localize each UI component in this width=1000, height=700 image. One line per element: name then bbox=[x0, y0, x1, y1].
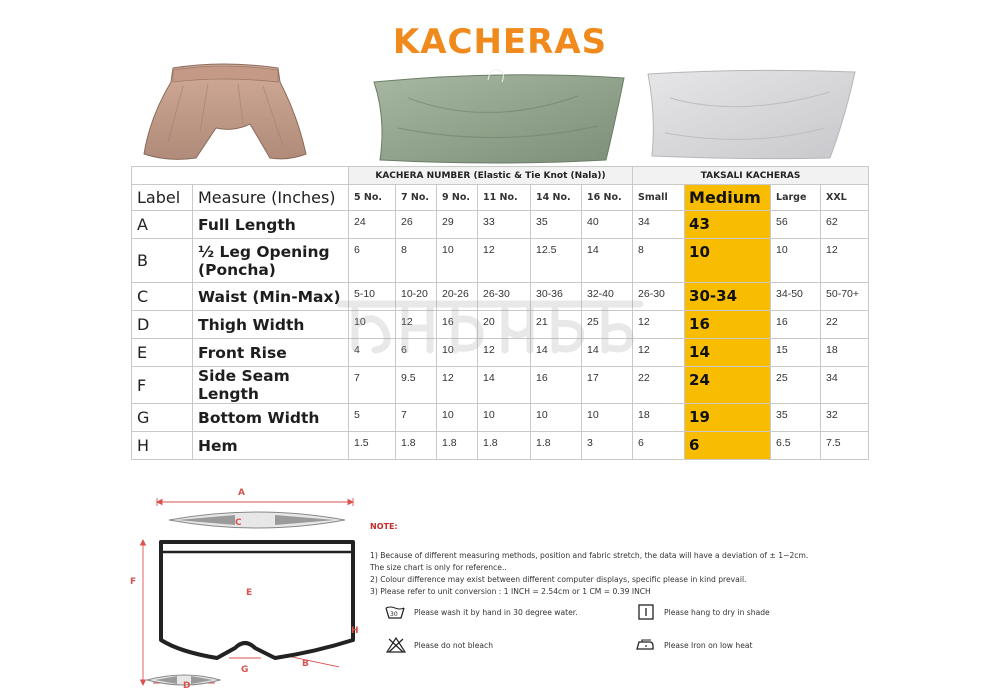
medium-column-header: Medium bbox=[685, 185, 771, 211]
size-cell: 21 bbox=[531, 311, 582, 339]
row-label: G bbox=[132, 404, 193, 432]
dim-label-f: F bbox=[130, 577, 137, 587]
size-cell: 6 bbox=[633, 432, 685, 460]
dim-label-e: E bbox=[246, 588, 253, 598]
size-cell: 8 bbox=[633, 239, 685, 283]
size-cell: 1.5 bbox=[349, 432, 396, 460]
dim-label-h: H bbox=[351, 626, 359, 636]
measurement-diagram bbox=[125, 480, 375, 695]
dim-label-d: D bbox=[183, 681, 191, 691]
size-cell: 14 bbox=[478, 367, 531, 404]
size-cell: 34-50 bbox=[771, 283, 821, 311]
care-bleach bbox=[386, 637, 493, 653]
dim-label-a: A bbox=[238, 488, 245, 498]
size-cell: 1.8 bbox=[437, 432, 478, 460]
row-measure: Hem bbox=[193, 432, 349, 460]
medium-cell: 6 bbox=[685, 432, 771, 460]
size-column-header: 7 No. bbox=[396, 185, 437, 211]
row-label: F bbox=[132, 367, 193, 404]
medium-cell: 10 bbox=[685, 239, 771, 283]
size-column-header: 16 No. bbox=[582, 185, 633, 211]
size-cell: 35 bbox=[771, 404, 821, 432]
size-cell: 14 bbox=[582, 239, 633, 283]
page-title: KACHERAS bbox=[392, 22, 608, 62]
table-row bbox=[132, 432, 869, 460]
wash-temperature: 30 bbox=[390, 611, 398, 618]
size-cell: 16 bbox=[437, 311, 478, 339]
size-cell: 6.5 bbox=[771, 432, 821, 460]
note-line: 1) Because of different measuring methods, position and fabric stretch, the data will have a deviation of ± 1~2cm. bbox=[370, 551, 809, 560]
row-label: D bbox=[132, 311, 193, 339]
size-cell: 12 bbox=[633, 339, 685, 367]
row-measure: Waist (Min-Max) bbox=[193, 283, 349, 311]
size-cell: 15 bbox=[771, 339, 821, 367]
size-cell: 10 bbox=[437, 239, 478, 283]
size-cell: 22 bbox=[633, 367, 685, 404]
size-cell: 12 bbox=[478, 339, 531, 367]
note-line: 2) Colour difference may exist between different computer displays, specific please in kind prevail. bbox=[370, 575, 747, 584]
row-measure: Full Length bbox=[193, 211, 349, 239]
row-measure: Thigh Width bbox=[193, 311, 349, 339]
size-cell: 10 bbox=[437, 339, 478, 367]
column-header-row bbox=[132, 185, 869, 211]
row-measure: Bottom Width bbox=[193, 404, 349, 432]
kachera-number-group-header: KACHERA NUMBER (Elastic & Tie Knot (Nala)) bbox=[349, 167, 633, 185]
table-row bbox=[132, 404, 869, 432]
size-column-header: 14 No. bbox=[531, 185, 582, 211]
row-label: H bbox=[132, 432, 193, 460]
size-column-header: 9 No. bbox=[437, 185, 478, 211]
medium-cell: 19 bbox=[685, 404, 771, 432]
medium-cell: 14 bbox=[685, 339, 771, 367]
row-measure: Side Seam Length bbox=[193, 367, 349, 404]
size-cell: 10 bbox=[582, 404, 633, 432]
table-row bbox=[132, 311, 869, 339]
size-cell: 7 bbox=[396, 404, 437, 432]
care-hang-text: Please hang to dry in shade bbox=[664, 607, 770, 617]
group-header-row bbox=[132, 167, 869, 185]
row-label: B bbox=[132, 239, 193, 283]
care-bleach-text: Please do not bleach bbox=[414, 640, 494, 650]
size-cell: 34 bbox=[821, 367, 869, 404]
size-cell: 10 bbox=[478, 404, 531, 432]
label-column-header: Label bbox=[132, 185, 193, 211]
size-cell: 32-40 bbox=[582, 283, 633, 311]
beige-kachera-photo bbox=[138, 62, 308, 164]
size-cell: 12.5 bbox=[531, 239, 582, 283]
hand-wash-icon bbox=[384, 604, 406, 620]
no-bleach-icon bbox=[386, 637, 406, 653]
size-cell: 16 bbox=[531, 367, 582, 404]
size-column-header: 5 No. bbox=[349, 185, 396, 211]
size-cell: 26-30 bbox=[478, 283, 531, 311]
size-column-header: 11 No. bbox=[478, 185, 531, 211]
dim-label-g: G bbox=[241, 665, 249, 675]
table-row bbox=[132, 339, 869, 367]
size-cell: 1.8 bbox=[478, 432, 531, 460]
green-kachera-photo bbox=[368, 68, 630, 166]
size-cell: 6 bbox=[349, 239, 396, 283]
size-cell: 12 bbox=[478, 239, 531, 283]
size-cell: 9.5 bbox=[396, 367, 437, 404]
notes-heading: NOTE: bbox=[370, 522, 398, 531]
taksali-group-header: TAKSALI KACHERAS bbox=[633, 167, 869, 185]
size-cell: 62 bbox=[821, 211, 869, 239]
size-column-header: Large bbox=[771, 185, 821, 211]
care-wash bbox=[384, 604, 578, 620]
size-cell: 32 bbox=[821, 404, 869, 432]
size-cell: 8 bbox=[396, 239, 437, 283]
size-cell: 5 bbox=[349, 404, 396, 432]
size-cell: 10-20 bbox=[396, 283, 437, 311]
care-iron bbox=[634, 637, 753, 653]
size-cell: 25 bbox=[582, 311, 633, 339]
size-cell: 1.8 bbox=[531, 432, 582, 460]
table-row bbox=[132, 367, 869, 404]
care-iron-text: Please Iron on low heat bbox=[664, 640, 753, 650]
row-label: E bbox=[132, 339, 193, 367]
size-cell: 10 bbox=[771, 239, 821, 283]
size-cell: 4 bbox=[349, 339, 396, 367]
size-cell: 18 bbox=[633, 404, 685, 432]
dim-label-c: C bbox=[235, 518, 242, 528]
medium-cell: 43 bbox=[685, 211, 771, 239]
medium-cell: 30-34 bbox=[685, 283, 771, 311]
row-label: A bbox=[132, 211, 193, 239]
size-cell: 30-36 bbox=[531, 283, 582, 311]
size-cell: 12 bbox=[821, 239, 869, 283]
row-measure: Front Rise bbox=[193, 339, 349, 367]
size-cell: 40 bbox=[582, 211, 633, 239]
size-cell: 10 bbox=[531, 404, 582, 432]
size-cell: 20-26 bbox=[437, 283, 478, 311]
size-cell: 3 bbox=[582, 432, 633, 460]
row-measure: ½ Leg Opening (Poncha) bbox=[193, 239, 349, 283]
size-cell: 12 bbox=[633, 311, 685, 339]
note-line: 3) Please refer to unit conversion : 1 INCH = 2.54cm or 1 CM = 0.39 INCH bbox=[370, 587, 651, 596]
size-cell: 14 bbox=[531, 339, 582, 367]
white-kachera-photo bbox=[640, 68, 862, 160]
size-cell: 10 bbox=[437, 404, 478, 432]
size-cell: 12 bbox=[396, 311, 437, 339]
table-row bbox=[132, 211, 869, 239]
size-cell: 7 bbox=[349, 367, 396, 404]
size-cell: 1.8 bbox=[396, 432, 437, 460]
care-hang bbox=[636, 604, 770, 620]
size-cell: 56 bbox=[771, 211, 821, 239]
note-line: The size chart is only for reference.. bbox=[370, 563, 507, 572]
dim-label-b: B bbox=[302, 659, 309, 669]
size-cell: 24 bbox=[349, 211, 396, 239]
size-cell: 26-30 bbox=[633, 283, 685, 311]
table-row bbox=[132, 283, 869, 311]
size-cell: 22 bbox=[821, 311, 869, 339]
size-cell: 20 bbox=[478, 311, 531, 339]
size-cell: 33 bbox=[478, 211, 531, 239]
size-chart-table bbox=[131, 166, 869, 460]
size-cell: 34 bbox=[633, 211, 685, 239]
size-cell: 12 bbox=[437, 367, 478, 404]
size-cell: 14 bbox=[582, 339, 633, 367]
size-cell: 5-10 bbox=[349, 283, 396, 311]
size-cell: 16 bbox=[771, 311, 821, 339]
table-row bbox=[132, 239, 869, 283]
size-cell: 50-70+ bbox=[821, 283, 869, 311]
measure-column-header: Measure (Inches) bbox=[193, 185, 349, 211]
size-cell: 10 bbox=[349, 311, 396, 339]
size-cell: 26 bbox=[396, 211, 437, 239]
size-cell: 29 bbox=[437, 211, 478, 239]
row-label: C bbox=[132, 283, 193, 311]
size-column-header: XXL bbox=[821, 185, 869, 211]
medium-cell: 24 bbox=[685, 367, 771, 404]
notes-section bbox=[370, 522, 890, 598]
size-cell: 25 bbox=[771, 367, 821, 404]
size-cell: 17 bbox=[582, 367, 633, 404]
size-cell: 35 bbox=[531, 211, 582, 239]
size-cell: 18 bbox=[821, 339, 869, 367]
size-cell: 7.5 bbox=[821, 432, 869, 460]
size-cell: 6 bbox=[396, 339, 437, 367]
hang-dry-icon bbox=[636, 604, 656, 620]
size-column-header: Small bbox=[633, 185, 685, 211]
iron-low-icon bbox=[634, 637, 656, 653]
medium-cell: 16 bbox=[685, 311, 771, 339]
care-wash-text: Please wash it by hand in 30 degree water. bbox=[414, 607, 578, 617]
